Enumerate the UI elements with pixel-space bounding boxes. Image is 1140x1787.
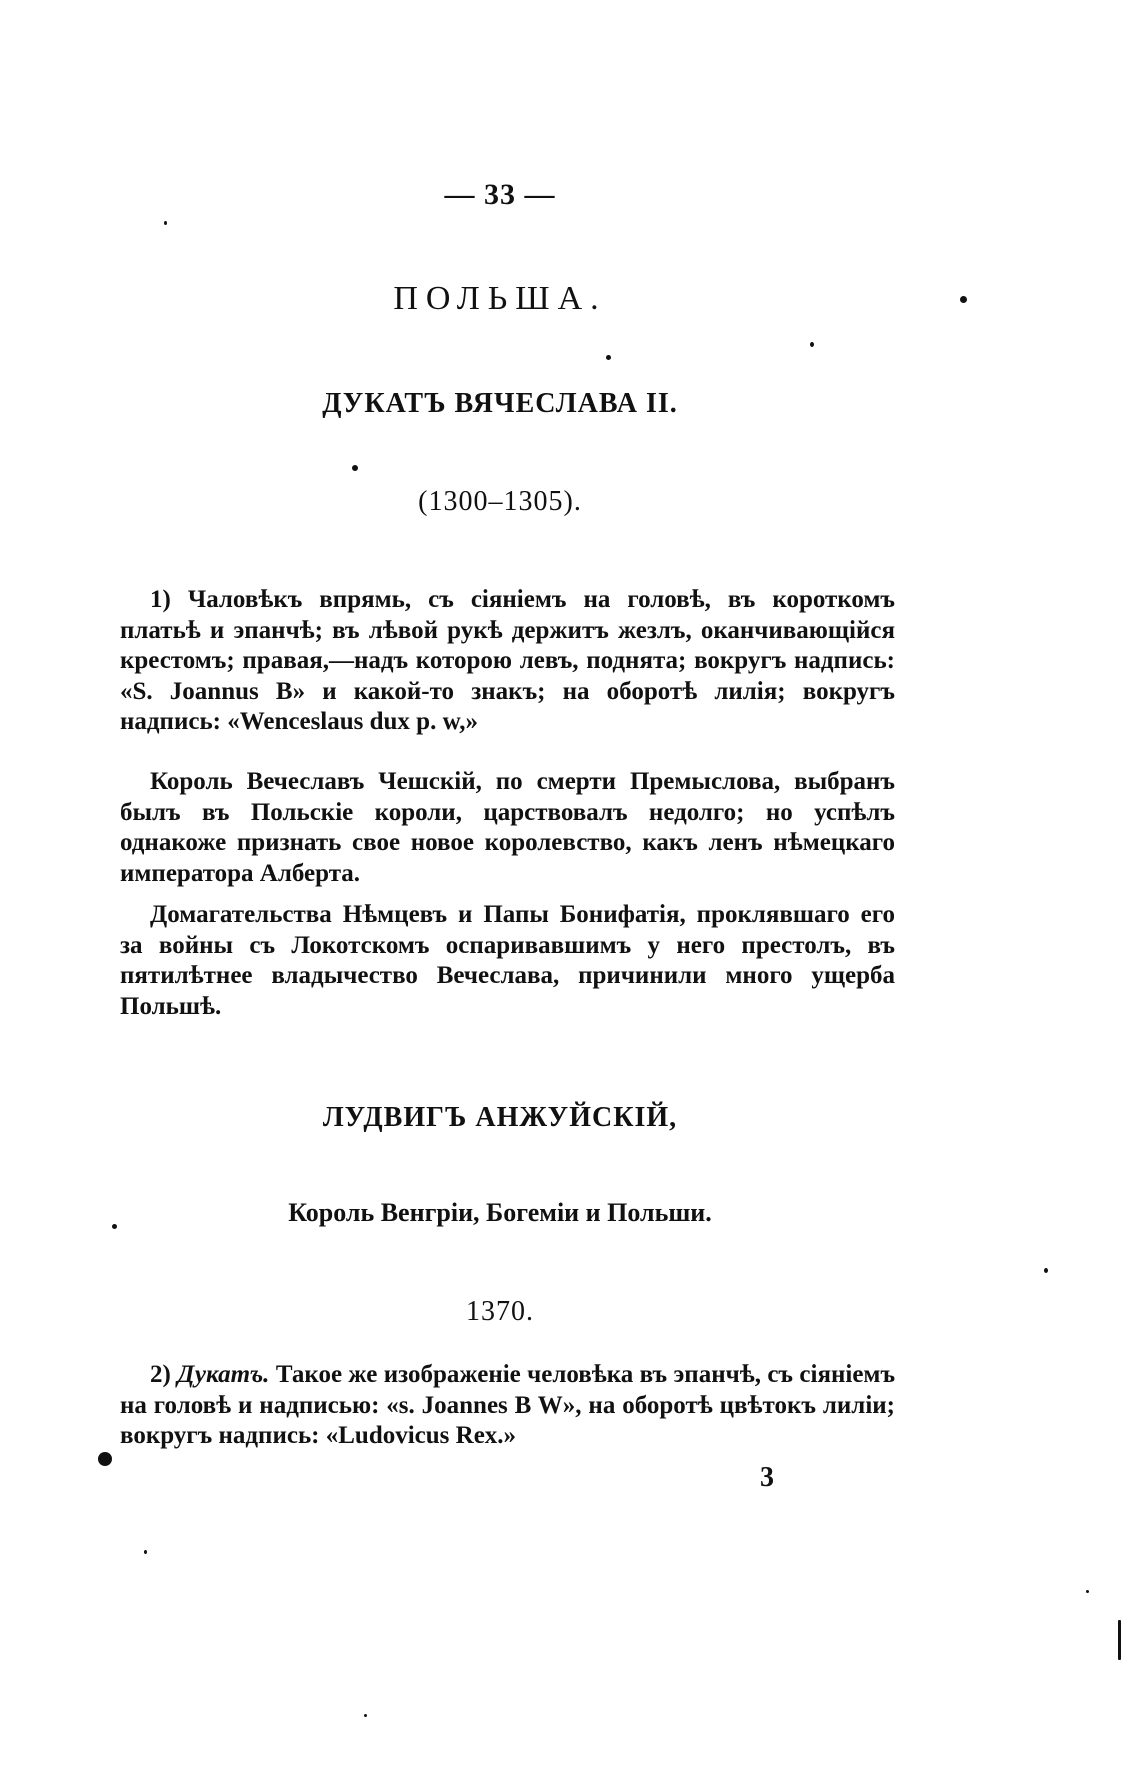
scan-speck bbox=[164, 221, 167, 225]
scan-speck bbox=[98, 1452, 112, 1466]
paragraph-coin-description-1 bbox=[120, 585, 895, 738]
scan-speck bbox=[144, 1550, 147, 1554]
scan-speck bbox=[606, 355, 611, 360]
item-text: Такое же изображеніе человѣка въ эпанчѣ, съ сіяніемъ на головѣ и надписью: «s. Joannes B W», на оборотѣ цвѣтокъ лиліи; вокругъ надпись: «Ludovicus Rex.» bbox=[120, 1361, 896, 1449]
section-subtitle-louis: Король Венгріи, Богеміи и Польши. bbox=[288, 1198, 712, 1227]
signature-mark: 3 bbox=[760, 1462, 774, 1493]
scan-edge-mark bbox=[1118, 1620, 1121, 1660]
item-label: Дукатъ. bbox=[177, 1361, 270, 1388]
item-text: Чаловѣкъ впрямь, съ сіяніемъ на головѣ, въ короткомъ платьѣ и эпанчѣ; въ лѣвой рукѣ держитъ жезлъ, оканчивающійся крестомъ; правая,—надъ которою левъ, поднята; вокругъ надпись: «S. Joannus B» и какой-то знакъ; на оборотѣ лилія; вокругъ надпись: «Wenceslaus dux p. w,» bbox=[120, 586, 896, 735]
scan-speck bbox=[352, 465, 358, 471]
scan-speck bbox=[1086, 1590, 1089, 1593]
scan-speck bbox=[364, 1714, 367, 1717]
section-heading-louis: ЛУДВИГЪ АНЖУЙСКІЙ, bbox=[322, 1102, 678, 1133]
scan-speck bbox=[112, 1224, 117, 1229]
item-number: 1) bbox=[150, 586, 171, 613]
scan-speck bbox=[960, 296, 967, 303]
paragraph-history-2: Домагательства Нѣмцевъ и Папы Бонифатія, проклявшаго его за войны съ Локотскомъ оспаривавшимъ у него престолъ, въ пятилѣтнее владычество Вечеслава, причинили много ущерба Польшѣ. bbox=[120, 901, 895, 1020]
scan-speck bbox=[1044, 1268, 1048, 1273]
paragraph-coin-description-2 bbox=[120, 1360, 895, 1452]
item-number: 2) bbox=[150, 1361, 171, 1388]
section-dates-wenceslaus: (1300–1305). bbox=[418, 486, 582, 517]
section-heading-wenceslaus: ДУКАТЪ ВЯЧЕСЛАВА II. bbox=[322, 388, 678, 419]
scan-speck bbox=[810, 342, 814, 347]
section-year-louis: 1370. bbox=[466, 1296, 534, 1327]
page-title: ПОЛЬША. bbox=[393, 280, 607, 317]
paragraph-history-1: Король Вечеславъ Чешскій, по смерти Премыслова, выбранъ былъ въ Польскіе короли, царствовалъ недолго; но успѣлъ однакоже признать свое новое королевство, какъ ленъ нѣмецкаго императора Алберта. bbox=[120, 768, 895, 887]
page-number: — 33 — bbox=[444, 178, 556, 211]
